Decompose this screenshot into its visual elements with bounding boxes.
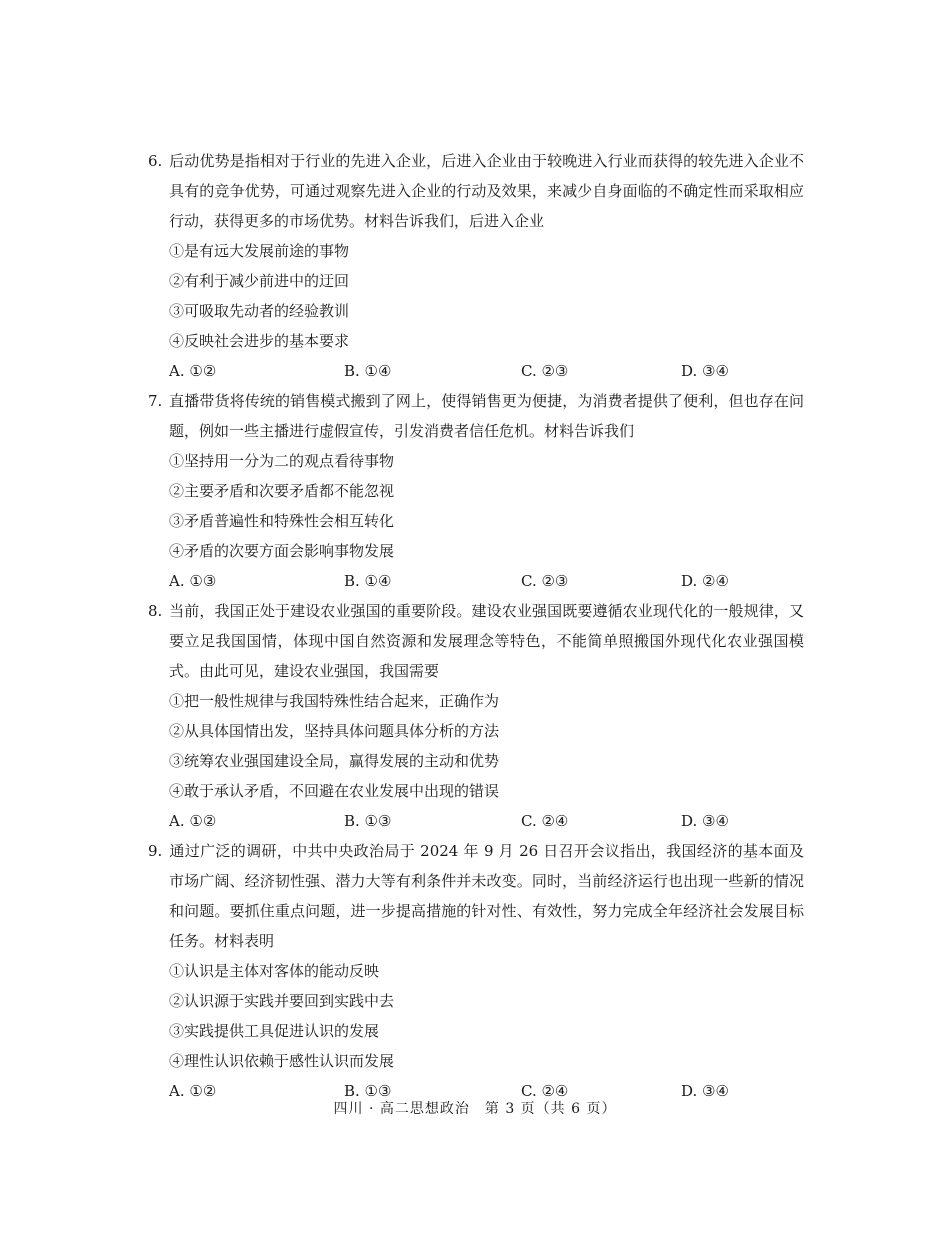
- choice-c: C. ②③: [521, 572, 569, 590]
- question-text: 后动优势是指相对于行业的先进入企业，后进入企业由于较晚进入行业而获得的较先进入企业不具有的竞争优势，可通过观察先进入企业的行动及效果，来减少自身面临的不确定性而采取相应行动，获得更多的市场优势。材料告诉我们，后进入企业: [169, 152, 804, 230]
- question-6: [148, 146, 804, 386]
- answer-choices: [148, 806, 804, 836]
- question-stem: [148, 596, 804, 686]
- question-number: 8.: [148, 602, 163, 620]
- statement-2: ②主要矛盾和次要矛盾都不能忽视: [169, 482, 395, 500]
- question-text: 直播带货将传统的销售模式搬到了网上，使得销售更为便捷，为消费者提供了便利，但也存在问题，例如一些主播进行虚假宣传，引发消费者信任危机。材料告诉我们: [169, 392, 804, 440]
- question-number: 6.: [148, 152, 163, 170]
- choice-b: B. ①③: [344, 812, 392, 830]
- statement-2: ②从具体国情出发，坚持具体问题具体分析的方法: [169, 722, 500, 740]
- question-text: 当前，我国正处于建设农业强国的重要阶段。建设农业强国既要遵循农业现代化的一般规律，又要立足我国国情，体现中国自然资源和发展理念等特色，不能简单照搬国外现代化农业强国模式。由此可见，建设农业强国，我国需要: [169, 602, 804, 680]
- choice-b: B. ①④: [344, 362, 392, 380]
- choice-a: A. ①②: [169, 812, 217, 830]
- choice-a: A. ①②: [169, 1082, 217, 1100]
- statement-1: ①坚持用一分为二的观点看待事物: [169, 452, 395, 470]
- question-stem: [148, 146, 804, 236]
- statement-1: ①认识是主体对客体的能动反映: [169, 962, 380, 980]
- statement-3: ③可吸取先动者的经验教训: [169, 302, 350, 320]
- statement-3: ③统筹农业强国建设全局，赢得发展的主动和优势: [169, 752, 500, 770]
- statement-2: ②认识源于实践并要回到实践中去: [169, 992, 395, 1010]
- question-9: [148, 836, 804, 1106]
- choice-c: C. ②④: [521, 1082, 569, 1100]
- question-stem: [148, 836, 804, 956]
- question-list: [148, 146, 804, 1106]
- choice-a: A. ①②: [169, 362, 217, 380]
- answer-choices: [148, 356, 804, 386]
- statement-2: ②有利于减少前进中的迂回: [169, 272, 350, 290]
- statement-4: ④矛盾的次要方面会影响事物发展: [169, 542, 395, 560]
- question-number: 9.: [148, 842, 163, 860]
- statement-3: ③实践提供工具促进认识的发展: [169, 1022, 380, 1040]
- choice-d: D. ②④: [681, 572, 729, 590]
- question-stem: [148, 386, 804, 446]
- choice-b: B. ①③: [344, 1082, 392, 1100]
- question-7: [148, 386, 804, 596]
- statement-1: ①把一般性规律与我国特殊性结合起来，正确作为: [169, 692, 500, 710]
- statement-1: ①是有远大发展前途的事物: [169, 242, 350, 260]
- choice-c: C. ②④: [521, 812, 569, 830]
- question-number: 7.: [148, 392, 163, 410]
- choice-d: D. ③④: [681, 362, 729, 380]
- answer-choices: [148, 566, 804, 596]
- statement-3: ③矛盾普遍性和特殊性会相互转化: [169, 512, 395, 530]
- statement-4: ④敢于承认矛盾，不回避在农业发展中出现的错误: [169, 782, 500, 800]
- choice-c: C. ②③: [521, 362, 569, 380]
- page-footer: 四川 · 高二思想政治 第 3 页（共 6 页）: [333, 1101, 617, 1117]
- question-8: [148, 596, 804, 836]
- question-text: 通过广泛的调研，中共中央政治局于 2024 年 9 月 26 日召开会议指出，我国经济的基本面及市场广阔、经济韧性强、潜力大等有利条件并未改变。同时，当前经济运行也出现一些新的情况和问题。要抓住重点问题，进一步提高措施的针对性、有效性，努力完成全年经济社会发展目标任务。材料表明: [169, 842, 804, 950]
- statement-4: ④反映社会进步的基本要求: [169, 332, 350, 350]
- choice-d: D. ③④: [681, 1082, 729, 1100]
- choice-b: B. ①④: [344, 572, 392, 590]
- statement-4: ④理性认识依赖于感性认识而发展: [169, 1052, 395, 1070]
- choice-a: A. ①③: [169, 572, 217, 590]
- choice-d: D. ③④: [681, 812, 729, 830]
